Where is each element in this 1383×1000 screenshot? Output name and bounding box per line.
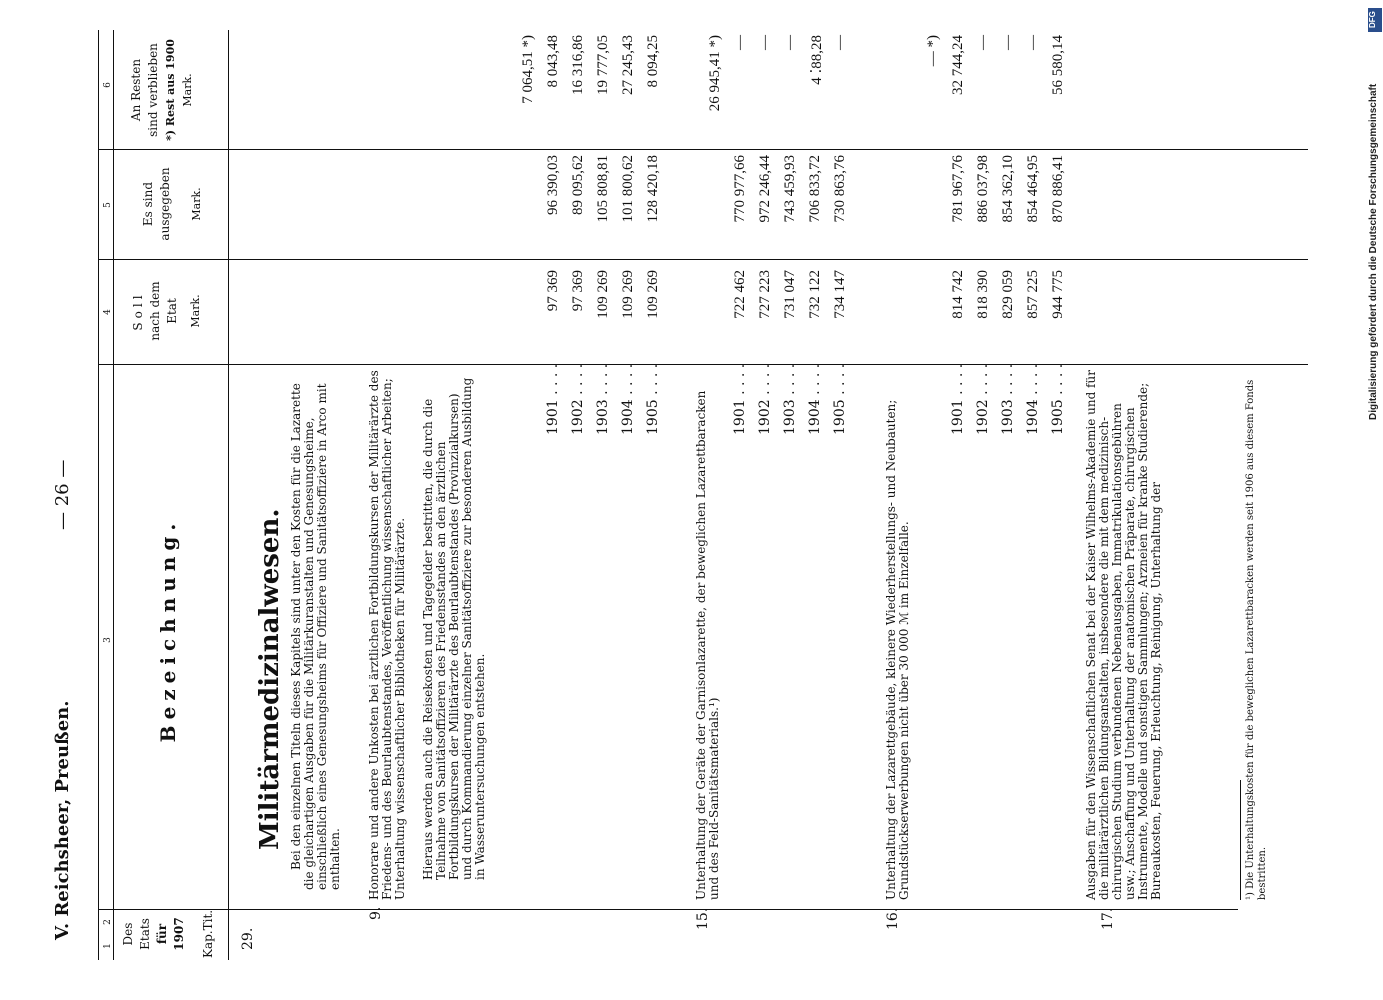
s15-rest-5: 4 ⁚88,28: [809, 35, 825, 85]
hdr-soll-unit: Mark.: [189, 294, 202, 328]
s15-rest-4: —: [782, 35, 798, 50]
footnote-rule: [1240, 780, 1241, 900]
s9-soll-1: 97 369: [545, 270, 561, 312]
hdr-rest-2: sind verblieben: [146, 43, 160, 137]
s16-year-5: 1905 . . . .: [1050, 363, 1066, 435]
s16-rest-4: —: [1000, 35, 1016, 50]
colnum-1: 1: [103, 943, 113, 949]
s9-ausg-5: 128 420,18: [645, 155, 661, 223]
rule-ausg: [98, 149, 1308, 150]
top-rule: [98, 30, 99, 960]
chapter-intro: Bei den einzelnen Titeln dieses Kapitels sind unter den Kosten für die Lazarette die gleichartigen Ausgaben für die Militärkuranstalten und Genesungsheime, einschließlich eines Genesungsheims für Offiziere und Sanitätsoffiziere in Arco mit enthalten.: [289, 383, 342, 890]
s9-year-2: 1902 . . . .: [570, 363, 586, 435]
s15-ausg-3: 743 459,93: [782, 155, 798, 223]
hdr-ausg-2: ausgegeben: [158, 167, 172, 241]
hdr-rest-3: *) Rest aus 1900: [164, 39, 177, 141]
footnote: ¹) Die Unterhaltungskosten für die beweglichen Lazarettbaracken werden seit 1906 aus diesem Fonds bestritten.: [1245, 379, 1268, 900]
hdr-etat-year: für 1907: [155, 917, 186, 951]
s16-year-3: 1903 . . . .: [1000, 363, 1016, 435]
colnum-6: 6: [103, 82, 113, 88]
s9-soll-2: 97 369: [570, 270, 586, 312]
s16-ausg-5: 870 886,41: [1050, 155, 1066, 223]
s15-soll-4: 732 122: [807, 270, 823, 319]
s9-year-3: 1903 . . . .: [595, 363, 611, 435]
header-rule: [228, 30, 229, 960]
s15-soll-1: 722 462: [732, 270, 748, 319]
colnum-rule: [113, 30, 114, 960]
hdr-soll-1: Soll: [131, 291, 145, 331]
s15-ausg-2: 972 246,44: [757, 155, 773, 223]
dfg-logo: DFG: [1368, 8, 1382, 32]
s15-year-1: 1901 . . . .: [732, 363, 748, 435]
running-header: V. Reichsheer, Preußen.: [52, 700, 73, 940]
s15-rest-2: —: [732, 35, 748, 50]
colnum-5: 5: [103, 202, 113, 208]
colnum-4: 4: [103, 309, 113, 315]
s16-soll-3: 829 059: [1000, 270, 1016, 319]
s15-soll-2: 727 223: [757, 270, 773, 319]
s16-soll-5: 944 775: [1050, 270, 1066, 319]
s16-year-1: 1901 . . . .: [950, 363, 966, 435]
s16-soll-1: 814 742: [950, 270, 966, 319]
s9-year-4: 1904 . . . .: [620, 363, 636, 435]
s9-soll-5: 109 269: [645, 270, 661, 319]
hdr-rest: [128, 35, 196, 145]
s15-rest-6: —: [832, 35, 848, 50]
text-15: Unterhaltung der Geräte der Garnisonlazarette, der beweglichen Lazarettbaracken und des Feld-Sanitätsmaterials.¹): [694, 390, 721, 900]
s15-year-2: 1902 . . . .: [757, 363, 773, 435]
s16-soll-2: 818 390: [975, 270, 991, 319]
s15-ausg-1: 770 977,66: [732, 155, 748, 223]
s9-rest-3: 16 316,86: [570, 35, 586, 95]
s9-rest-5: 27 245,43: [620, 35, 636, 95]
page-number: — 26 —: [52, 459, 73, 530]
s16-rest-2: 32 744,24: [950, 35, 966, 95]
s16-ausg-2: 886 037,98: [975, 155, 991, 223]
s16-ausg-3: 854 362,10: [1000, 155, 1016, 223]
s16-rest-6: 56 580,14: [1050, 35, 1066, 95]
s16-year-4: 1904 . . . .: [1025, 363, 1041, 435]
s16-soll-4: 857 225: [1025, 270, 1041, 319]
hdr-bezeichnung: Bezeichnung.: [156, 517, 180, 743]
hdr-rest-unit: Mark.: [181, 73, 194, 107]
s9-ausg-1: 96 390,03: [545, 155, 561, 215]
kap-number: 29.: [240, 927, 256, 950]
hdr-soll: [130, 262, 204, 360]
rule-kap: [98, 909, 1238, 910]
s9-year-1: 1901 . . . .: [545, 363, 561, 435]
hdr-etat: [120, 910, 217, 958]
s16-year-2: 1902 . . . .: [975, 363, 991, 435]
rule-bez: [98, 364, 1308, 365]
s16-ausg-1: 781 967,76: [950, 155, 966, 223]
s9-ausg-3: 105 808,81: [595, 155, 611, 223]
hdr-ausg-unit: Mark.: [190, 187, 203, 221]
hdr-soll-2: nach dem: [148, 281, 162, 341]
colnum-2: 2: [103, 919, 113, 925]
s16-rest-3: —: [975, 35, 991, 50]
s15-year-3: 1903 . . . .: [782, 363, 798, 435]
s16-rest-5: —: [1025, 35, 1041, 50]
s9-ausg-2: 89 095,62: [570, 155, 586, 215]
s15-rest-3: —: [757, 35, 773, 50]
s15-ausg-5: 730 863,76: [832, 155, 848, 223]
chapter-title: Militärmedizinalwesen.: [255, 508, 285, 850]
text-16: Unterhaltung der Lazarettgebäude, kleinere Wiederherstellungs- und Neubauten; Grundstückserwerbungen nicht über 30 000 ℳ im Einzelfalle.: [884, 399, 911, 900]
text-9b: Hieraus werden auch die Reisekosten und Tagegelder bestritten, die durch die Teilnahme von Sanitätsoffizieren des Friedensstandes an den ärztlichen Fortbildungskursen der Militärärzte des Beurlaubtenstandes (Provinzialkursen) und durch Kommandierung einzelner Sanitätsoffiziere zur besonderen Ausbildung in Wasseruntersuchungen entstehen.: [421, 377, 487, 880]
text-17: Ausgaben für den Wissenschaftlichen Senat bei der Kaiser Wilhelms-Akademie und für die militärärztlichen Bildungsanstalten, insbesondere die mit dem medizinisch-chirurgischen Studium verbundenen Nebenausgaben, Immatrikulationsgebühren usw.; Anschaffung und Unterhaltung der anatomischen Präparate, chirurgischen Instrumente, Modelle und sonstigen Sammlungen; Arzneien für kranke Studierende; Bureaukosten, Feuerung, Erleuchtung, Reinigung, Unterhaltung der: [1084, 370, 1163, 900]
tit-16: 16.: [885, 907, 901, 930]
hdr-kap: Kap.: [201, 930, 215, 958]
s9-soll-4: 109 269: [620, 270, 636, 319]
s9-soll-3: 109 269: [595, 270, 611, 319]
tit-17: 17.: [1100, 907, 1116, 930]
s15-year-5: 1905 . . . .: [832, 363, 848, 435]
s16-rest-1: — *): [925, 35, 941, 67]
s9-rest-4: 19 777,05: [595, 35, 611, 95]
s9-rest-2: 8 043,48: [545, 35, 561, 88]
hdr-ausg: [140, 153, 205, 255]
s9-rest-1: 7 064,51 *): [520, 35, 536, 104]
rule-soll: [98, 259, 1308, 260]
text-9: Honorare und andere Unkosten bei ärztlichen Fortbildungskursen der Militärärzte des Friedens- und des Beurlaubtenstandes, Veröffentlichung wissenschaftlicher Arbeiten; Unterhaltung wissenschaftlicher Bibliotheken für Militärärzte.: [367, 370, 407, 900]
s16-ausg-4: 854 464,95: [1025, 155, 1041, 223]
tit-15: 15.: [695, 907, 711, 930]
colnum-3: 3: [103, 637, 113, 643]
s15-soll-3: 731 047: [782, 270, 798, 319]
s15-soll-5: 734 147: [832, 270, 848, 319]
s15-ausg-4: 706 833,72: [807, 155, 823, 223]
s15-year-4: 1904 . . . .: [807, 363, 823, 435]
dfg-watermark-text: Digitalisierung gefördert durch die Deutsche Forschungsgemeinschaft: [1368, 83, 1379, 420]
s9-year-5: 1905 . . . .: [645, 363, 661, 435]
hdr-tit: Tit.: [201, 909, 215, 931]
hdr-etat-top: Des Etats: [121, 918, 152, 950]
hdr-rest-1: An Resten: [129, 58, 143, 122]
tit-9: 9.: [368, 906, 384, 920]
s9-rest-6: 8 094,25: [645, 35, 661, 88]
hdr-ausg-1: Es sind: [141, 181, 155, 227]
s9-ausg-4: 101 800,62: [620, 155, 636, 223]
s15-rest-1: 26 945,41 *): [707, 35, 723, 112]
hdr-soll-3: Etat: [165, 298, 179, 324]
